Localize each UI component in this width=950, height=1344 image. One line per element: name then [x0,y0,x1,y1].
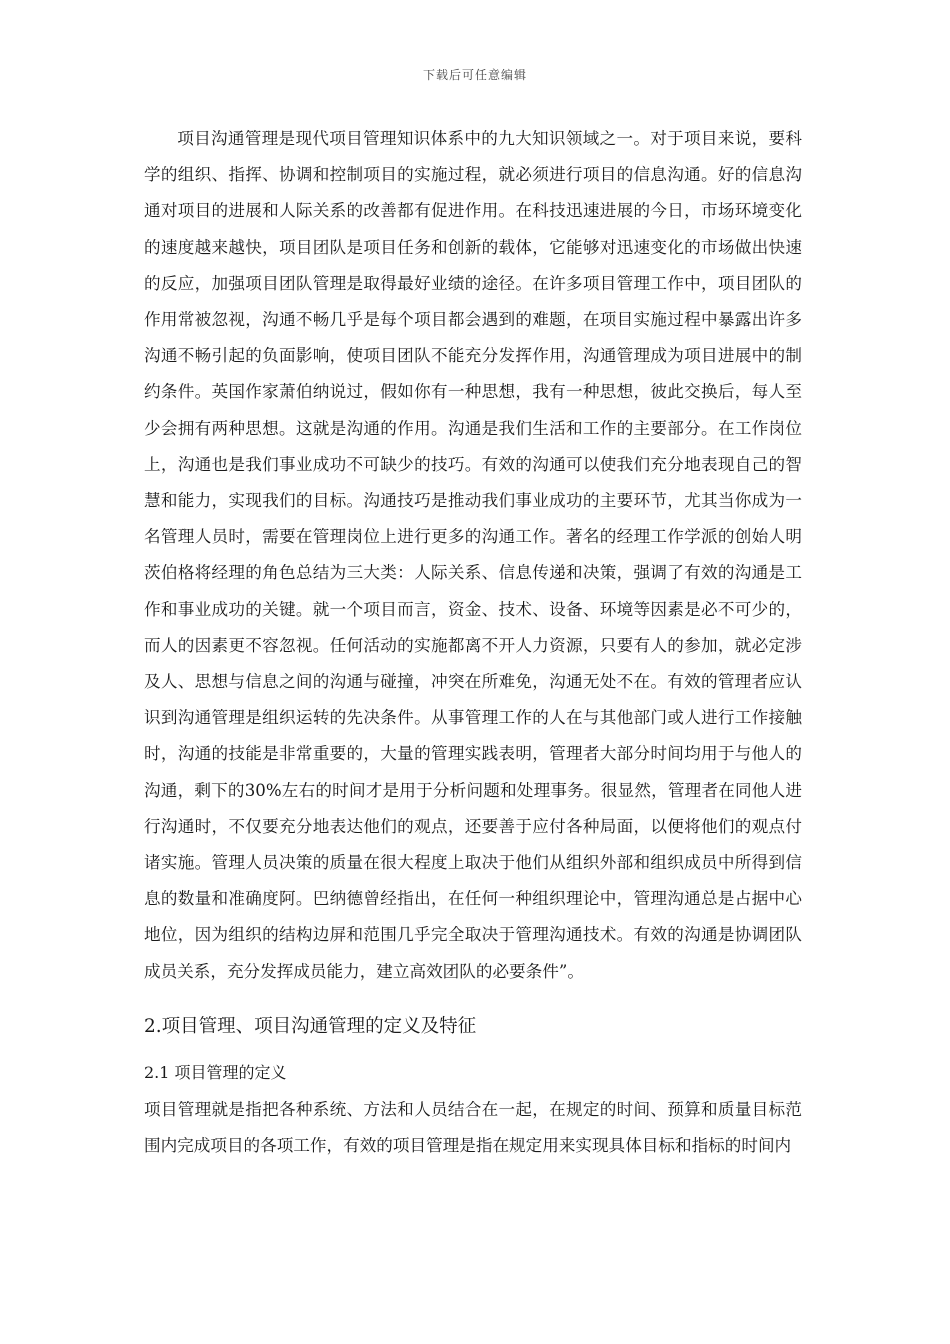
document-body [144,121,802,1164]
section-2-heading: 2.项目管理、项目沟通管理的定义及特征 [144,1015,477,1037]
header-note: 下载后可任意编辑 [422,68,527,82]
intro-paragraph: 项目沟通管理是现代项目管理知识体系中的九大知识领域之一。对于项目来说，要科学的组织、指挥、协调和控制项目的实施过程，就必须进行项目的信息沟通。好的信息沟通对项目的进展和人际关系的改善都有促进作用。在科技迅速进展的今日，市场环境变化的速度越来越快，项目团队是项目任务和创新的载体，它能够对迅速变化的市场做出快速的反应，加强项目团队管理是取得最好业绩的途径。在许多项目管理工作中，项目团队的作用常被忽视，沟通不畅几乎是每个项目都会遇到的难题，在项目实施过程中暴露出许多沟通不畅引起的负面影响，使项目团队不能充分发挥作用，沟通管理成为项目进展中的制约条件。英国作家萧伯纳说过，假如你有一种思想，我有一种思想，彼此交换后，每人至少会拥有两种思想。这就是沟通的作用。沟通是我们生活和工作的主要部分。在工作岗位上，沟通也是我们事业成功不可缺少的技巧。有效的沟通可以使我们充分地表现自己的智慧和能力，实现我们的目标。沟通技巧是推动我们事业成功的主要环节，尤其当你成为一名管理人员时，需要在管理岗位上进行更多的沟通工作。著名的经理工作学派的创始人明茨伯格将经理的角色总结为三大类：人际关系、信息传递和决策，强调了有效的沟通是工作和事业成功的关键。就一个项目而言，资金、技术、设备、环境等因素是必不可少的，而人的因素更不容忽视。任何活动的实施都离不开人力资源，只要有人的参加，就必定涉及人、思想与信息之间的沟通与碰撞，冲突在所难免，沟通无处不在。有效的管理者应认识到沟通管理是组织运转的先决条件。从事管理工作的人在与其他部门或人进行工作接触时，沟通的技能是非常重要的，大量的管理实践表明，管理者大部分时间均用于与他人的沟通，剩下的30%左右的时间才是用于分析问题和处理事务。很显然，管理者在同他人进行沟通时，不仅要充分地表达他们的观点，还要善于应付各种局面，以便将他们的观点付诸实施。管理人员决策的质量在很大程度上取决于他们从组织外部和组织成员中所得到信息的数量和准确度阿。巴纳德曾经指出，在任何一种组织理论中，管理沟通总是占据中心地位，因为组织的结构边屏和范围几乎完全取决于管理沟通技术。有效的沟通是协调团队成员关系，充分发挥成员能力，建立高效团队的必要条件”。 [144,129,802,981]
definition-paragraph: 项目管理就是指把各种系统、方法和人员结合在一起，在规定的时间、预算和质量目标范围内完成项目的各项工作，有效的项目管理是指在规定用来实现具体目标和指标的时间内 [144,1099,802,1156]
section-2-1-heading: 2.1 项目管理的定义 [144,1062,287,1082]
